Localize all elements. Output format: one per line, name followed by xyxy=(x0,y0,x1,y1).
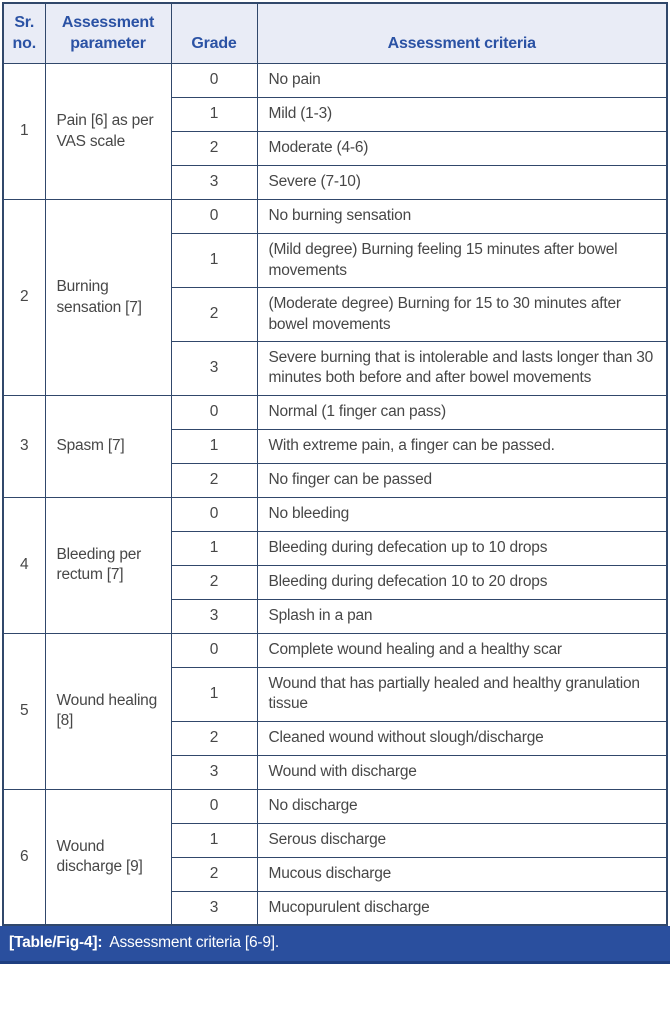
grade-cell: 1 xyxy=(171,667,257,721)
grade-cell: 0 xyxy=(171,633,257,667)
grade-cell: 3 xyxy=(171,891,257,925)
criteria-cell: No pain xyxy=(257,64,667,98)
sr-no-cell: 2 xyxy=(3,200,45,396)
header-grade: Grade xyxy=(171,3,257,64)
grade-cell: 3 xyxy=(171,166,257,200)
grade-cell: 2 xyxy=(171,463,257,497)
grade-cell: 3 xyxy=(171,599,257,633)
criteria-cell: Severe burning that is intolerable and lasts longer than 30 minutes both before and after bowel movements xyxy=(257,342,667,396)
parameter-cell: Spasm [7] xyxy=(45,395,171,497)
parameter-cell: Wound healing [8] xyxy=(45,633,171,789)
criteria-cell: No finger can be passed xyxy=(257,463,667,497)
header-sr-no: Sr. no. xyxy=(3,3,45,64)
criteria-cell: No burning sensation xyxy=(257,200,667,234)
criteria-cell: (Mild degree) Burning feeling 15 minutes after bowel movements xyxy=(257,234,667,288)
sr-no-cell: 1 xyxy=(3,64,45,200)
table-caption xyxy=(0,926,670,964)
table-row xyxy=(3,633,667,667)
criteria-cell: Moderate (4-6) xyxy=(257,132,667,166)
grade-cell: 2 xyxy=(171,565,257,599)
grade-cell: 3 xyxy=(171,342,257,396)
parameter-cell: Wound discharge [9] xyxy=(45,789,171,925)
header-assessment-criteria: Assessment criteria xyxy=(257,3,667,64)
parameter-cell: Burning sensation [7] xyxy=(45,200,171,396)
criteria-cell: With extreme pain, a finger can be passed. xyxy=(257,429,667,463)
criteria-cell: Serous discharge xyxy=(257,823,667,857)
criteria-cell: (Moderate degree) Burning for 15 to 30 minutes after bowel movements xyxy=(257,288,667,342)
header-assessment-parameter: Assessment parameter xyxy=(45,3,171,64)
grade-cell: 3 xyxy=(171,755,257,789)
criteria-cell: No discharge xyxy=(257,789,667,823)
table-header xyxy=(3,3,667,64)
criteria-cell: Mild (1-3) xyxy=(257,98,667,132)
grade-cell: 1 xyxy=(171,429,257,463)
table-row xyxy=(3,789,667,823)
criteria-cell: Splash in a pan xyxy=(257,599,667,633)
criteria-cell: No bleeding xyxy=(257,497,667,531)
parameter-cell: Bleeding per rectum [7] xyxy=(45,497,171,633)
criteria-cell: Wound with discharge xyxy=(257,755,667,789)
grade-cell: 2 xyxy=(171,721,257,755)
grade-cell: 1 xyxy=(171,823,257,857)
criteria-cell: Complete wound healing and a healthy scar xyxy=(257,633,667,667)
grade-cell: 2 xyxy=(171,288,257,342)
sr-no-cell: 3 xyxy=(3,395,45,497)
grade-cell: 0 xyxy=(171,395,257,429)
criteria-cell: Mucous discharge xyxy=(257,857,667,891)
grade-cell: 0 xyxy=(171,64,257,98)
grade-cell: 1 xyxy=(171,531,257,565)
sr-no-cell: 5 xyxy=(3,633,45,789)
table-row xyxy=(3,395,667,429)
criteria-cell: Mucopurulent discharge xyxy=(257,891,667,925)
criteria-cell: Normal (1 finger can pass) xyxy=(257,395,667,429)
table-row xyxy=(3,64,667,98)
grade-cell: 0 xyxy=(171,789,257,823)
table-row xyxy=(3,200,667,234)
grade-cell: 1 xyxy=(171,234,257,288)
grade-cell: 2 xyxy=(171,132,257,166)
caption-text: Assessment criteria [6-9]. xyxy=(109,934,280,952)
parameter-cell: Pain [6] as per VAS scale xyxy=(45,64,171,200)
header-row xyxy=(3,3,667,64)
criteria-cell: Bleeding during defecation up to 10 drops xyxy=(257,531,667,565)
criteria-cell: Bleeding during defecation 10 to 20 drops xyxy=(257,565,667,599)
sr-no-cell: 6 xyxy=(3,789,45,925)
grade-cell: 2 xyxy=(171,857,257,891)
criteria-cell: Severe (7-10) xyxy=(257,166,667,200)
assessment-table xyxy=(2,2,668,926)
table-row xyxy=(3,497,667,531)
criteria-cell: Wound that has partially healed and healthy granulation tissue xyxy=(257,667,667,721)
grade-cell: 1 xyxy=(171,98,257,132)
grade-cell: 0 xyxy=(171,497,257,531)
criteria-cell: Cleaned wound without slough/discharge xyxy=(257,721,667,755)
sr-no-cell: 4 xyxy=(3,497,45,633)
assessment-table-body xyxy=(3,64,667,926)
caption-label: [Table/Fig-4]: xyxy=(9,934,103,952)
grade-cell: 0 xyxy=(171,200,257,234)
